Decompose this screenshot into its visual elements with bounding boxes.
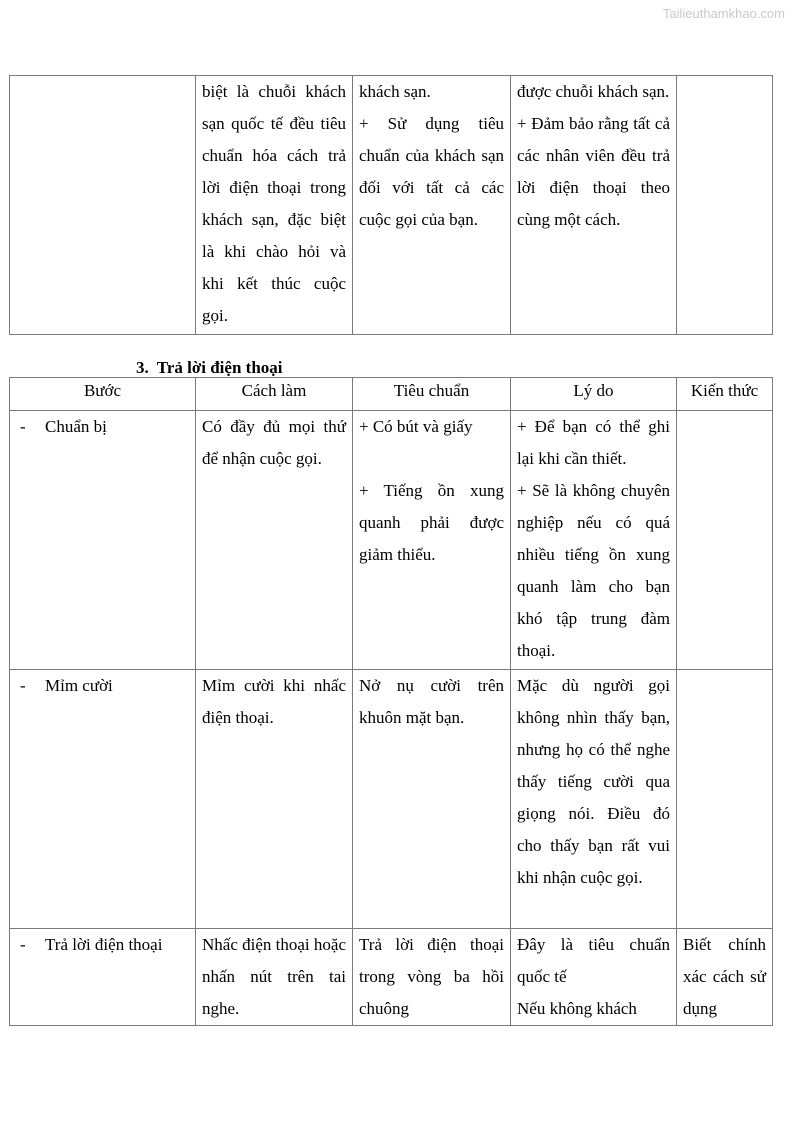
step-cell — [10, 411, 196, 670]
section-number: 3. — [136, 358, 149, 377]
table-cell: khách sạn. + Sử dụng tiêu chuẩn của khách sạn đối với tất cả các cuộc gọi của bạn. — [353, 76, 511, 335]
step-label: Chuẩn bị — [45, 417, 107, 436]
standard-cell: + Có bút và giấy + Tiếng ồn xung quanh phải được giảm thiểu. — [353, 411, 511, 670]
knowledge-cell: Biết chính xác cách sử dụng — [677, 929, 773, 1026]
table-row — [10, 411, 773, 670]
table-row — [10, 76, 773, 335]
header-step: Bước — [10, 378, 196, 411]
bullet-dash: - — [20, 935, 26, 954]
standard-cell: Nở nụ cười trên khuôn mặt bạn. — [353, 670, 511, 929]
reason-cell: Đây là tiêu chuẩn quốc tế Nếu không khách — [511, 929, 677, 1026]
section-title: Trả lời điện thoại — [156, 358, 283, 377]
header-method: Cách làm — [196, 378, 353, 411]
table-row — [10, 929, 773, 1026]
header-standard: Tiêu chuẩn — [353, 378, 511, 411]
reason-cell: Mặc dù người gọi không nhìn thấy bạn, nhưng họ có thể nghe thấy tiếng cười qua giọng nói. Điều đó cho thấy bạn rất vui khi nhận cuộc gọi. — [511, 670, 677, 929]
section-heading — [136, 357, 283, 379]
step-label: Mỉm cười — [45, 676, 113, 695]
step-cell — [10, 929, 196, 1026]
continued-table — [9, 75, 773, 335]
method-cell: Có đầy đủ mọi thứ để nhận cuộc gọi. — [196, 411, 353, 670]
header-reason: Lý do — [511, 378, 677, 411]
method-cell: Nhấc điện thoại hoặc nhấn nút trên tai nghe. — [196, 929, 353, 1026]
table-cell: được chuỗi khách sạn. + Đảm bảo rằng tất cả các nhân viên đều trả lời điện thoại theo cùng một cách. — [511, 76, 677, 335]
step-label: Trả lời điện thoại — [45, 935, 163, 954]
header-knowledge: Kiến thức — [677, 378, 773, 411]
knowledge-cell — [677, 411, 773, 670]
standard-cell: Trả lời điện thoại trong vòng ba hồi chuông — [353, 929, 511, 1026]
answer-phone-table — [9, 377, 773, 1026]
table-header-row — [10, 378, 773, 411]
step-cell — [10, 670, 196, 929]
watermark-text: Tailieuthamkhao.com — [662, 6, 785, 21]
table-cell — [10, 76, 196, 335]
table-cell: biệt là chuỗi khách sạn quốc tế đều tiêu chuẩn hóa cách trả lời điện thoại trong khách sạn, đặc biệt là khi chào hỏi và khi kết thúc cuộc gọi. — [196, 76, 353, 335]
knowledge-cell — [677, 670, 773, 929]
reason-cell: + Để bạn có thể ghi lại khi cần thiết. + Sẽ là không chuyên nghiệp nếu có quá nhiều tiếng ồn xung quanh làm cho bạn khó tập trung đàm thoại. — [511, 411, 677, 670]
bullet-dash: - — [20, 676, 26, 695]
table-cell — [677, 76, 773, 335]
bullet-dash: - — [20, 417, 26, 436]
table-row — [10, 670, 773, 929]
method-cell: Mỉm cười khi nhấc điện thoại. — [196, 670, 353, 929]
